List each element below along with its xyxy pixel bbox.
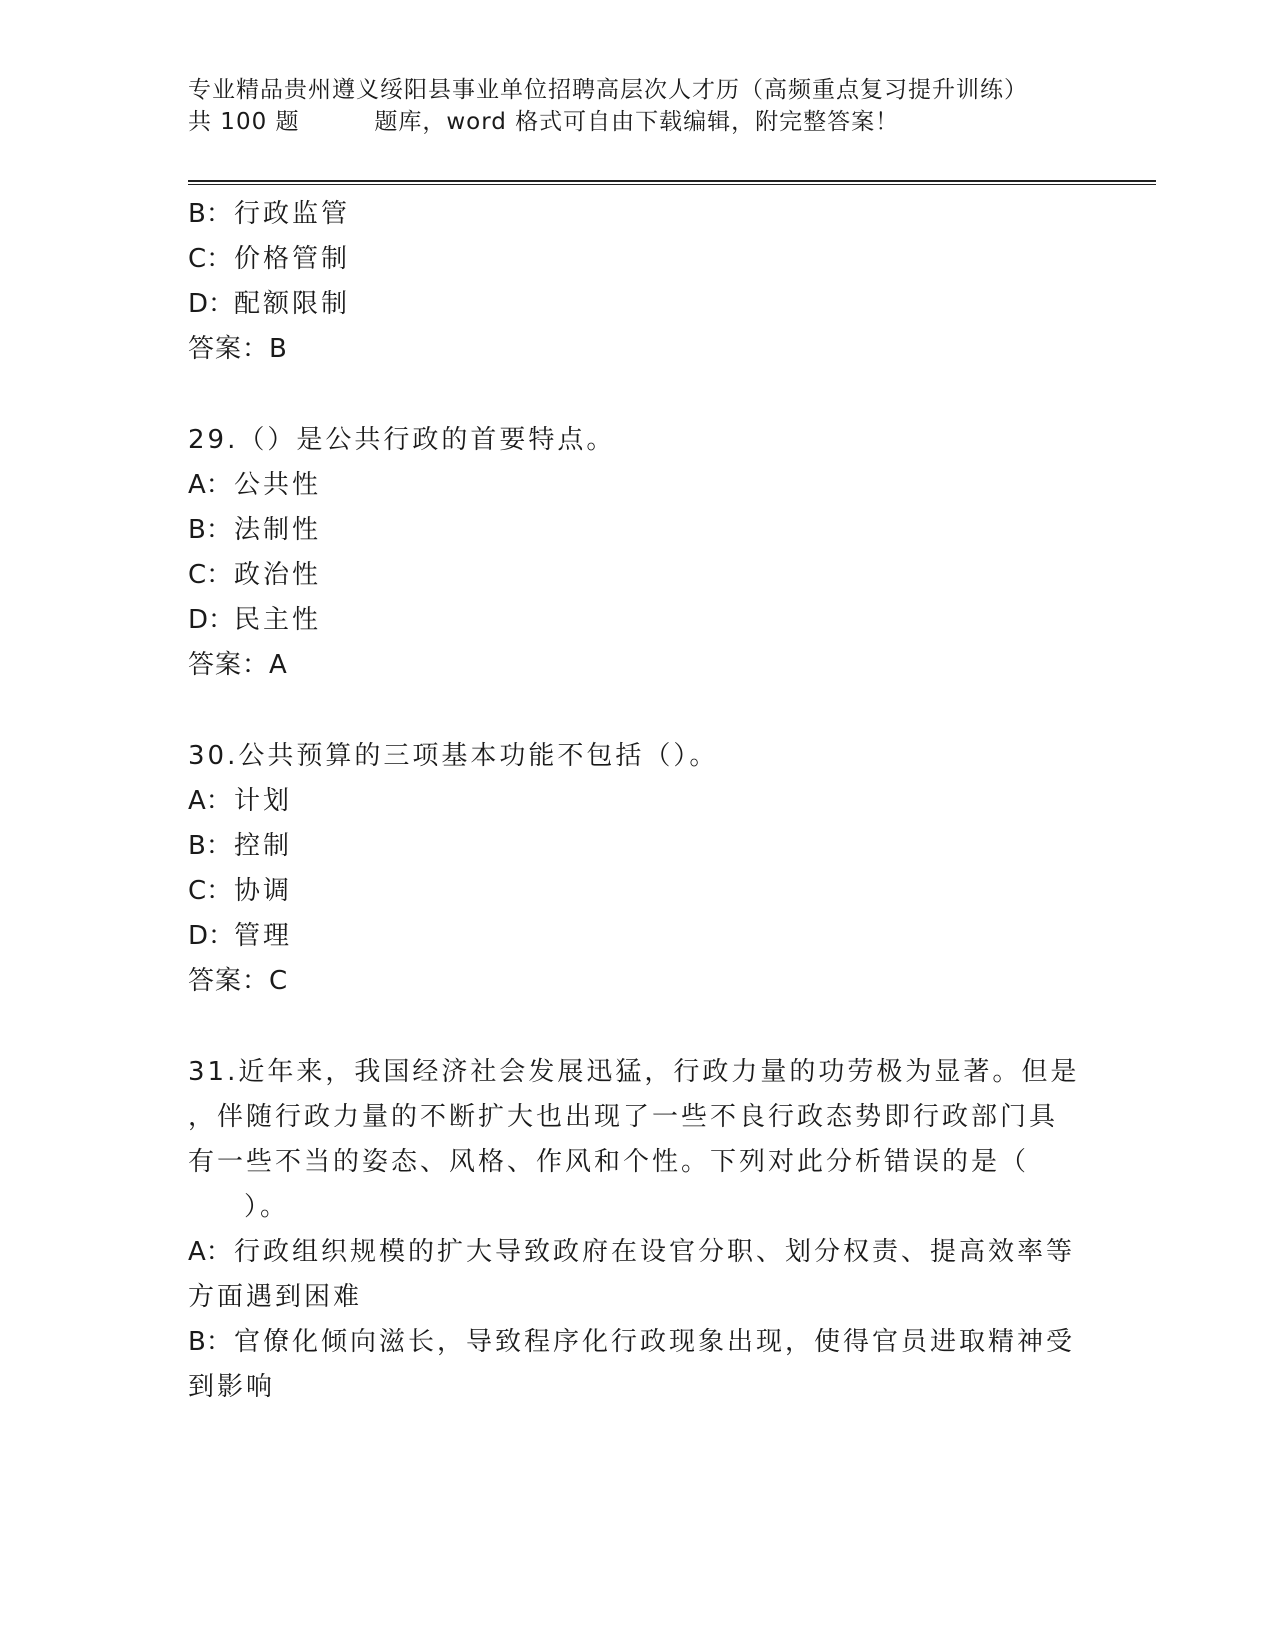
option-c: C：协调: [188, 876, 293, 906]
question-stem: 30.公共预算的三项基本功能不包括（）。: [188, 741, 719, 771]
option-b: B：官僚化倾向滋长，导致程序化行政现象出现，使得官员进取精神受 到影响: [188, 1320, 1088, 1410]
option-text-line: 方面遇到困难: [188, 1282, 363, 1312]
question-stem: 29.（）是公共行政的首要特点。: [188, 425, 616, 455]
question-stem-line: 有一些不当的姿态、风格、作风和个性。下列对此分析错误的是（: [188, 1147, 1030, 1177]
question-31: [188, 1050, 1088, 1410]
answer-text: 答案：B: [188, 334, 288, 364]
question-30: [188, 734, 1088, 1004]
header-title-line2: 共 100 题 题库，word 格式可自由下载编辑，附完整答案！: [188, 109, 900, 135]
question-stem-line: 31.近年来，我国经济社会发展迅猛，行政力量的功劳极为显著。但是: [188, 1057, 1080, 1087]
option-b: B：控制: [188, 831, 293, 861]
option-d: D：民主性: [188, 605, 322, 635]
option-text-line: 到影响: [188, 1372, 276, 1402]
header-title-line1: 专业精品贵州遵义绥阳县事业单位招聘高层次人才历（高频重点复习提升训练）: [188, 77, 1028, 103]
option-d: D：配额限制: [188, 289, 351, 319]
option-text-line: 官僚化倾向滋长，导致程序化行政现象出现，使得官员进取精神受: [234, 1327, 1076, 1357]
question-content: [188, 192, 1088, 1410]
option-b: B：行政监管: [188, 199, 351, 229]
answer-text: 答案：C: [188, 966, 289, 996]
option-b: B：法制性: [188, 515, 322, 545]
answer-text: 答案：A: [188, 650, 288, 680]
question-29: [188, 418, 1088, 688]
header-rule: [188, 180, 1156, 182]
question-28-tail: [188, 192, 1088, 372]
option-c: C：价格管制: [188, 244, 351, 274]
header-rule-thin: [188, 184, 1156, 185]
option-a: A：行政组织规模的扩大导致政府在设官分职、划分权责、提高效率等 方面遇到困难: [188, 1230, 1088, 1320]
option-a: A：计划: [188, 786, 293, 816]
document-header: [188, 74, 1088, 138]
question-stem-line: ）。: [244, 1192, 290, 1222]
option-text-line: 行政组织规模的扩大导致政府在设官分职、划分权责、提高效率等: [234, 1237, 1076, 1267]
option-a: A：公共性: [188, 470, 322, 500]
option-c: C：政治性: [188, 560, 322, 590]
option-d: D：管理: [188, 921, 293, 951]
question-stem-line: ，伴随行政力量的不断扩大也出现了一些不良行政态势即行政部门具: [188, 1102, 1059, 1132]
